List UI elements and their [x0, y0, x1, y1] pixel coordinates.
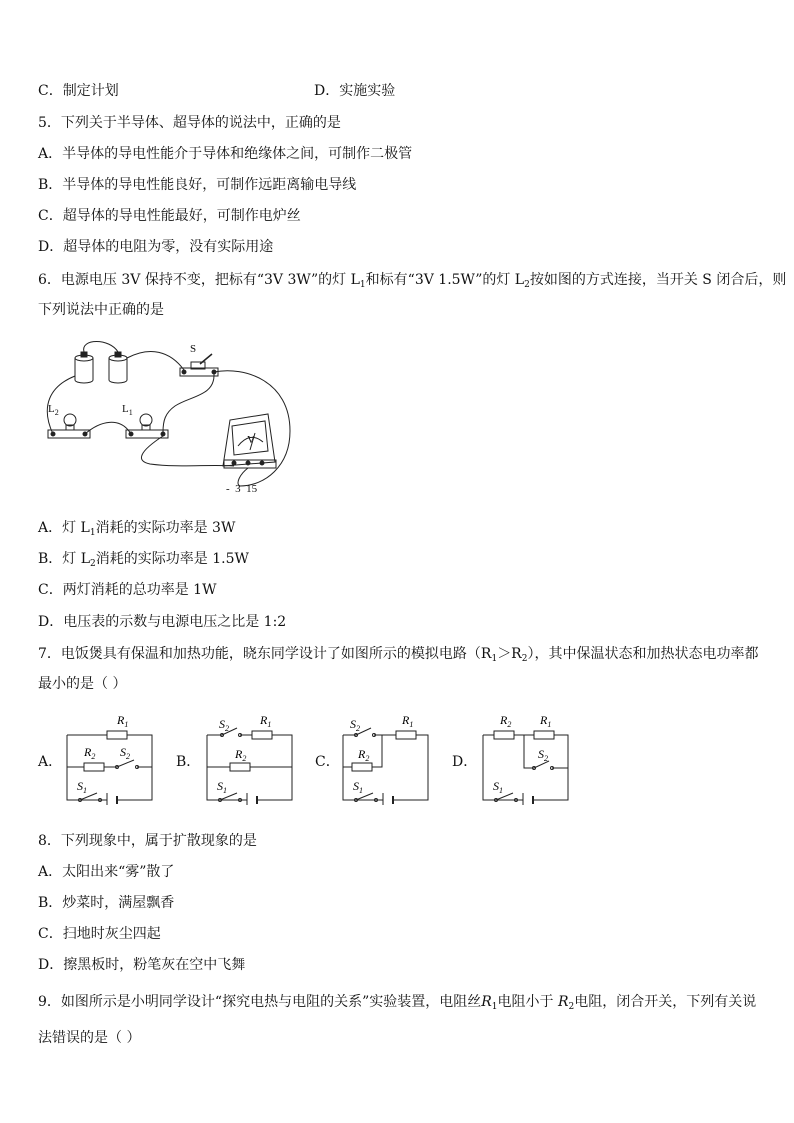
q6-option-d: D．电压表的示数与电源电压之比是 1:2 [38, 614, 287, 630]
q7b-r2-label: $R_2$ [235, 747, 247, 763]
q6-circuit-figure [40, 336, 305, 501]
q7c-r1-label: $R_1$ [402, 713, 414, 729]
q7b-s1-label: $S_1$ [217, 779, 227, 795]
q7-circuit-d [478, 710, 573, 805]
q8-option-d: D．擦黑板时，粉笔灰在空中飞舞 [38, 957, 246, 973]
q7-label-a: A． [38, 754, 63, 770]
q7-stem-line2: 最小的是（ ） [38, 676, 127, 692]
q7-label-b: B． [176, 754, 201, 770]
lamp-l1-icon [126, 414, 168, 438]
q7a-s1-label: $S_1$ [77, 779, 87, 795]
q7d-s2-label: $S_2$ [538, 747, 548, 763]
q7-label-d: D． [452, 754, 478, 770]
q6-option-b: B．灯 $L_2$消耗的实际功率是 1.5W [38, 551, 249, 569]
q7c-s1-label: $S_1$ [353, 779, 363, 795]
q6-option-c: C．两灯消耗的总功率是 1W [38, 582, 217, 598]
lamp-l2-icon [48, 414, 90, 438]
q7c-s2-label: $S_2$ [350, 717, 360, 733]
voltmeter-terminals: - 3 15 [226, 483, 258, 495]
q8-option-c: C．扫地时灰尘四起 [38, 926, 161, 942]
switch-icon [180, 354, 218, 376]
q7b-s2-label: $S_2$ [219, 717, 229, 733]
q6-option-a: A．灯 $L_1$消耗的实际功率是 3W [38, 520, 236, 538]
q6-stem-line2: 下列说法中正确的是 [38, 302, 164, 318]
q9-stem-line1: 9．如图所示是小明同学设计“探究电热与电阻的关系”实验装置，电阻丝$R_1$电阻小于 $R_2$电阻，闭合开关，下列有关说 [38, 994, 757, 1012]
q9-stem-line2: 法错误的是（ ） [38, 1030, 141, 1046]
voltmeter-label: V [247, 434, 255, 446]
q7c-r2-label: $R_2$ [358, 747, 370, 763]
q7a-r2-label: $R_2$ [84, 745, 96, 761]
q5-option-b: B．半导体的导电性能良好，可制作远距离输电导线 [38, 177, 357, 193]
q7a-r1-label: $R_1$ [117, 713, 129, 729]
q7a-s2-label: $S_2$ [120, 745, 130, 761]
battery-icon [75, 352, 93, 383]
q7d-r2-label: $R_2$ [500, 713, 512, 729]
q7-label-c: C． [315, 754, 340, 770]
q7b-r1-label: $R_1$ [260, 713, 272, 729]
q8-option-b: B．炒菜时，满屋飘香 [38, 895, 175, 911]
q4-option-d: D．实施实验 [314, 83, 396, 99]
q8-option-a: A．太阳出来“雾”散了 [38, 864, 175, 880]
q8-stem: 8．下列现象中，属于扩散现象的是 [38, 833, 257, 849]
q7d-r1-label: $R_1$ [540, 713, 552, 729]
battery-icon [109, 352, 127, 383]
lamp-l2-label: $L_2$ [48, 403, 59, 417]
q7d-s1-label: $S_1$ [493, 779, 503, 795]
q7-circuit-a [62, 710, 157, 805]
q5-stem: 5．下列关于半导体、超导体的说法中，正确的是 [38, 115, 341, 131]
q5-option-a: A．半导体的导电性能介于导体和绝缘体之间，可制作二极管 [38, 146, 413, 162]
switch-label: S [190, 343, 197, 355]
q4-option-c: C．制定计划 [38, 83, 119, 99]
q7-stem-line1: 7．电饭煲具有保温和加热功能，晓东同学设计了如图所示的模拟电路$(R_1>R_2)$，其中保温状态和加热状态电功率都 [38, 646, 759, 664]
q6-stem-line1: 6．电源电压 3V 保持不变，把标有“3V 3W”的灯 $L_1$和标有“3V 1.5W”的灯 $L_2$按如图的方式连接，当开关 S 闭合后，则 [38, 272, 787, 290]
q5-option-d: D．超导体的电阻为零，没有实际用途 [38, 239, 274, 255]
lamp-l1-label: $L_1$ [122, 403, 133, 417]
q7-circuit-c [338, 710, 433, 805]
q7-circuit-b [202, 710, 297, 805]
q5-option-c: C．超导体的导电性能最好，可制作电炉丝 [38, 208, 301, 224]
